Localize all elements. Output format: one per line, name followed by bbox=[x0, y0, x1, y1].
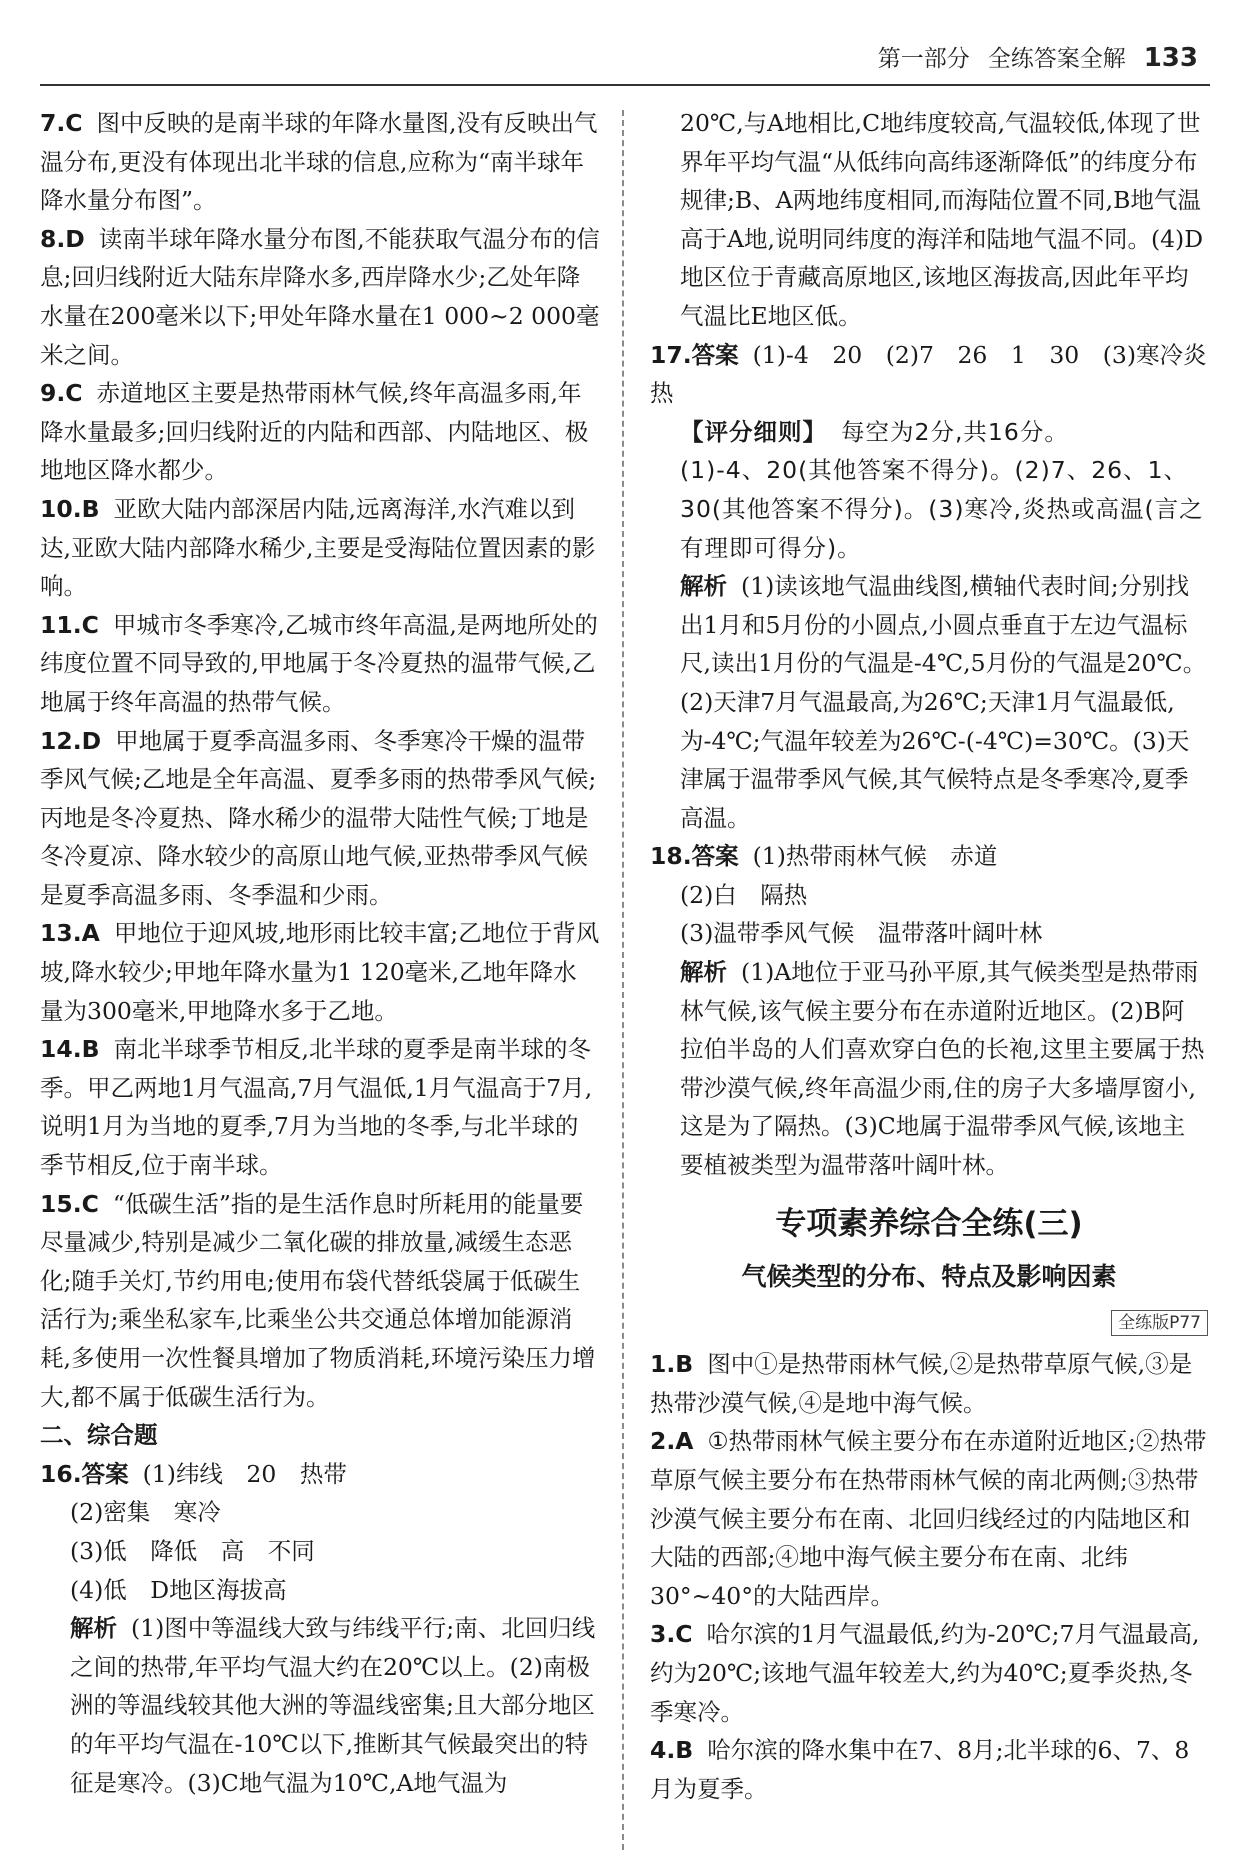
answer-text: 读南半球年降水量分布图,不能获取气温分布的信息;回归线附近大陆东岸降水多,西岸降水少;乙处年降水量在200毫米以下;甲处年降水量在1 000~2 000毫米之间。 bbox=[40, 224, 600, 369]
answer-number: 3.C bbox=[650, 1620, 693, 1649]
answer-item-s4 bbox=[650, 1731, 1208, 1808]
answer-text: 亚欧大陆内部深居内陆,远离海洋,水汽难以到达,亚欧大陆内部降水稀少,主要是受海陆位置因素的影响。 bbox=[40, 494, 596, 601]
answer-line: (1)纬线 20 热带 bbox=[142, 1459, 347, 1488]
explanation-continued: 20℃,与A地相比,C地纬度较高,气温较低,体现了世界年平均气温“从低纬向高纬逐渐降低”的纬度分布规律;B、A两地纬度相同,而海陆位置不同,B地气温高于A地,说明同纬度的海洋和陆地气温不同。(4)D地区位于青藏高原地区,该地区海拔高,因此年平均气温比E地区低。 bbox=[680, 109, 1204, 330]
answer-item-8 bbox=[40, 220, 600, 374]
answer-number: 8.D bbox=[40, 224, 85, 253]
answer-text: 赤道地区主要是热带雨林气候,终年高温多雨,年降水量最多;回归线附近的内陆和西部、内陆地区、极地地区降水都少。 bbox=[40, 379, 589, 485]
scoring-rules bbox=[650, 413, 1208, 452]
explanation bbox=[650, 567, 1208, 837]
answer-item-18 bbox=[650, 837, 1208, 876]
answer-item-13 bbox=[40, 914, 600, 1030]
explanation-text: (1)A地位于亚马孙平原,其气候类型是热带雨林气候,该气候主要分布在赤道附近地区。(2)B阿拉伯半岛的人们喜欢穿白色的长袍,这里主要属于热带沙漠气候,终年高温少雨,住的房子大多墙厚窗小,这是为了隔热。(3)C地属于温带季风气候,该地主要植被类型为温带落叶阔叶林。 bbox=[680, 958, 1205, 1180]
explanation-label: 解析 bbox=[680, 572, 727, 601]
section-title: 专项素养综合全练(三) bbox=[775, 1205, 1083, 1242]
answer-item-9 bbox=[40, 374, 600, 490]
answer-line: (2)密集 寒冷 bbox=[70, 1498, 221, 1527]
answer-item-7 bbox=[40, 104, 600, 220]
header-title: 全练答案全解 bbox=[987, 46, 1126, 72]
page-header bbox=[878, 40, 1198, 73]
answer-item-s1 bbox=[650, 1345, 1208, 1422]
section-heading: 二、综合题 bbox=[40, 1421, 158, 1450]
answer-line: (4)低 D地区海拔高 bbox=[70, 1575, 287, 1604]
answer-number: 1.B bbox=[650, 1350, 694, 1379]
answer-number: 7.C bbox=[40, 109, 83, 137]
answer-number: 9.C bbox=[40, 379, 83, 408]
answer-item-s2 bbox=[650, 1422, 1208, 1615]
header-section: 第一部分 bbox=[877, 46, 970, 72]
page-number: 133 bbox=[1143, 43, 1198, 73]
explanation-text: (1)图中等温线大致与纬线平行;南、北回归线之间的热带,年平均气温大约在20℃以上。(2)南极洲的等温线较其他大洲的等温线密集;且大部分地区的年平均气温在-10℃以下,推断其气候最突出的特征是寒冷。(3)C地气温为10℃,A地气温为 bbox=[70, 1614, 596, 1797]
answer-item-17 bbox=[650, 336, 1208, 413]
explanation bbox=[40, 1609, 600, 1802]
answer-line: (3)温带季风气候 温带落叶阔叶林 bbox=[680, 919, 1043, 948]
answer-number: 2.A bbox=[650, 1427, 694, 1456]
left-column bbox=[40, 104, 600, 1802]
tag-wrap bbox=[650, 1301, 1208, 1340]
answer-item-12 bbox=[40, 722, 600, 915]
answer-number: 18.答案 bbox=[650, 842, 739, 871]
column-divider bbox=[622, 110, 624, 1850]
answer-item-16 bbox=[40, 1455, 600, 1494]
answer-text: ①热带雨林气候主要分布在赤道附近地区;②热带草原气候主要分布在热带雨林气候的南北两侧;③热带沙漠气候主要分布在南、北回归线经过的内陆地区和大陆的西部;④地中海气候主要分布在南、北纬30°~40°的大陆西岸。 bbox=[650, 1427, 1207, 1610]
answer-text: 甲城市冬季寒冷,乙城市终年高温,是两地所处的纬度位置不同导致的,甲地属于冬冷夏热的温带气候,乙地属于终年高温的热带气候。 bbox=[40, 610, 598, 716]
answer-number: 10.B bbox=[40, 494, 100, 523]
answer-number: 12.D bbox=[40, 726, 102, 755]
scoring-detail: (1)-4、20(其他答案不得分)。(2)7、26、1、30(其他答案不得分)。(3)寒冷,炎热或高温(言之有理即可得分)。 bbox=[680, 456, 1204, 562]
answer-text: 哈尔滨的1月气温最低,约为-20℃;7月气温最高,约为20℃;该地气温年较差大,约为40℃;夏季炎热,冬季寒冷。 bbox=[650, 1620, 1200, 1726]
answer-number: 16.答案 bbox=[40, 1459, 129, 1488]
answer-number: 13.A bbox=[40, 919, 100, 948]
answer-number: 14.B bbox=[40, 1035, 100, 1064]
explanation bbox=[650, 953, 1208, 1185]
answer-item-15 bbox=[40, 1185, 600, 1417]
answer-number: 17.答案 bbox=[650, 340, 739, 369]
answer-line: (3)低 降低 高 不同 bbox=[70, 1536, 315, 1565]
explanation-label: 解析 bbox=[70, 1614, 117, 1643]
answer-text: “低碳生活”指的是生活作息时所耗用的能量要尽量减少,特别是减少二氧化碳的排放量,减缓生态恶化;随手关灯,节约用电;使用布袋代替纸袋属于低碳生活行为;乘坐私家车,比乘坐公共交通总体增加能源消耗,多使用一次性餐具增加了物质消耗,环境污染压力增大,都不属于低碳生活行为。 bbox=[40, 1189, 596, 1411]
answer-text: 甲地位于迎风坡,地形雨比较丰富;乙地位于背风坡,降水较少;甲地年降水量为1 120毫米,乙地年降水量为300毫米,甲地降水多于乙地。 bbox=[40, 919, 600, 1025]
answer-text: 图中反映的是南半球的年降水量图,没有反映出气温分布,更没有体现出北半球的信息,应称为“南半球年降水量分布图”。 bbox=[40, 109, 598, 215]
scoring-label: 【评分细则】 bbox=[680, 417, 827, 446]
answer-number: 4.B bbox=[650, 1736, 694, 1765]
explanation-label: 解析 bbox=[680, 958, 727, 987]
answer-item-14 bbox=[40, 1030, 600, 1184]
answer-line: (1)热带雨林气候 赤道 bbox=[752, 842, 998, 871]
answer-item-11 bbox=[40, 606, 600, 722]
answer-item-10 bbox=[40, 490, 600, 606]
answer-text: 甲地属于夏季高温多雨、冬季寒冷干燥的温带季风气候;乙地是全年高温、夏季多雨的热带季风气候;丙地是冬冷夏热、降水稀少的温带大陆性气候;丁地是冬冷夏凉、降水较少的高原山地气候,亚热带季风气候是夏季高温多雨、冬季温和少雨。 bbox=[40, 726, 597, 909]
scoring-text: 每空为2分,共16分。 bbox=[841, 417, 1069, 446]
answer-line: (2)白 隔热 bbox=[680, 880, 808, 909]
section-subtitle: 气候类型的分布、特点及影响因素 bbox=[741, 1261, 1117, 1291]
answer-text: 哈尔滨的降水集中在7、8月;北半球的6、7、8月为夏季。 bbox=[650, 1736, 1190, 1803]
answer-item-s3 bbox=[650, 1615, 1208, 1731]
answer-text: 图中①是热带雨林气候,②是热带草原气候,③是热带沙漠气候,④是地中海气候。 bbox=[650, 1350, 1193, 1417]
reference-tag: 全练版P77 bbox=[1111, 1310, 1208, 1336]
answer-text: 南北半球季节相反,北半球的夏季是南半球的冬季。甲乙两地1月气温高,7月气温低,1月气温高于7月,说明1月为当地的夏季,7月为当地的冬季,与北半球的季节相反,位于南半球。 bbox=[40, 1035, 593, 1180]
explanation-text: (1)读该地气温曲线图,横轴代表时间;分别找出1月和5月份的小圆点,小圆点垂直于左边气温标尺,读出1月份的气温是-4℃,5月份的气温是20℃。(2)天津7月气温最高,为26℃;天津1月气温最低,为-4℃;气温年较差为26℃-(-4℃)=30℃。(3)天津属于温带季风气候,其气候特点是冬季寒冷,夏季高温。 bbox=[680, 572, 1207, 832]
answer-line: (1)-4 20 (2)7 26 1 30 (3)寒冷炎热 bbox=[650, 340, 1207, 408]
right-column bbox=[650, 104, 1208, 1808]
answer-number: 11.C bbox=[40, 610, 99, 639]
header-rule bbox=[40, 84, 1210, 86]
answer-number: 15.C bbox=[40, 1189, 99, 1218]
